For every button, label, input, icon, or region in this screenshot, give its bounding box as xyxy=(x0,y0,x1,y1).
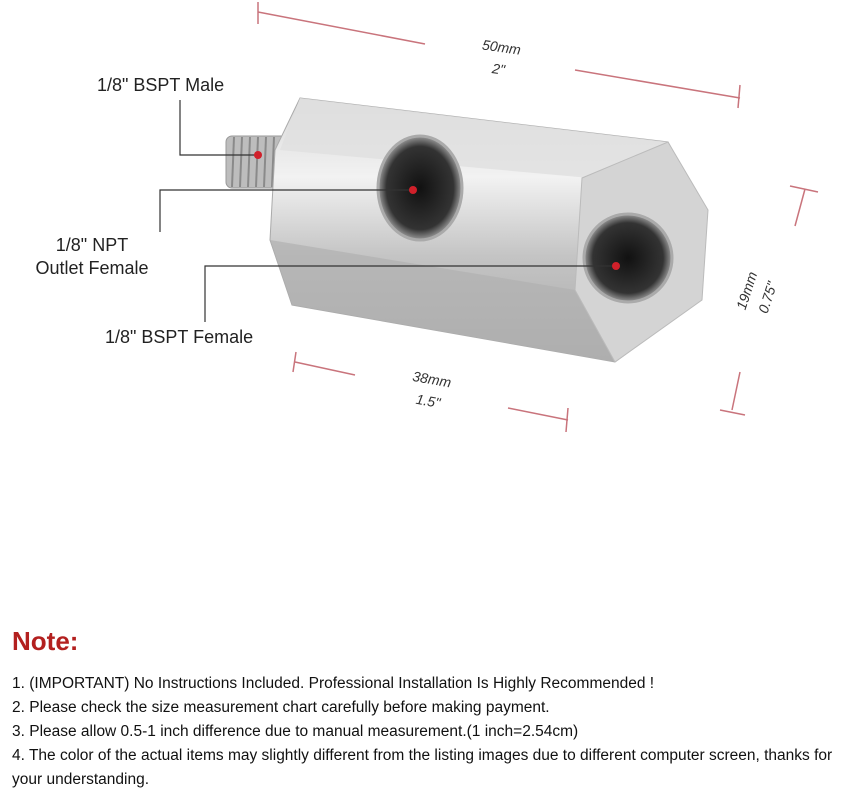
callout-bspt-male: 1/8" BSPT Male xyxy=(97,75,225,95)
hex-mm: 19mm xyxy=(732,269,761,312)
body-in: 1.5" xyxy=(414,390,442,411)
note-item: 4. The color of the actual items may slightly different from the listing images due to different computer screen, thanks for your understanding. xyxy=(12,747,833,788)
length-in: 2" xyxy=(491,60,506,78)
note-item: 2. Please check the size measurement chart carefully before making payment. xyxy=(12,699,550,716)
female-marker xyxy=(612,262,620,270)
note-item: 3. Please allow 0.5-1 inch difference due to manual measurement.(1 inch=2.54cm) xyxy=(12,723,579,740)
end-port xyxy=(584,214,672,302)
callout-npt-line2: Outlet Female xyxy=(35,258,149,278)
note-list xyxy=(12,672,842,792)
callout-bspt-female: 1/8" BSPT Female xyxy=(105,327,254,347)
side-port xyxy=(378,136,462,240)
note-title: Note: xyxy=(12,626,79,656)
note-item: 1. (IMPORTANT) No Instructions Included. Professional Installation Is Highly Recommended ! xyxy=(12,675,655,692)
length-mm: 50mm xyxy=(481,36,522,58)
hex-in: 0.75" xyxy=(754,279,781,316)
callout-npt-outlet xyxy=(32,234,152,280)
callout-npt-line1: 1/8" NPT xyxy=(55,235,129,255)
npt-marker xyxy=(409,186,417,194)
male-marker xyxy=(254,151,262,159)
body-mm: 38mm xyxy=(411,367,453,391)
